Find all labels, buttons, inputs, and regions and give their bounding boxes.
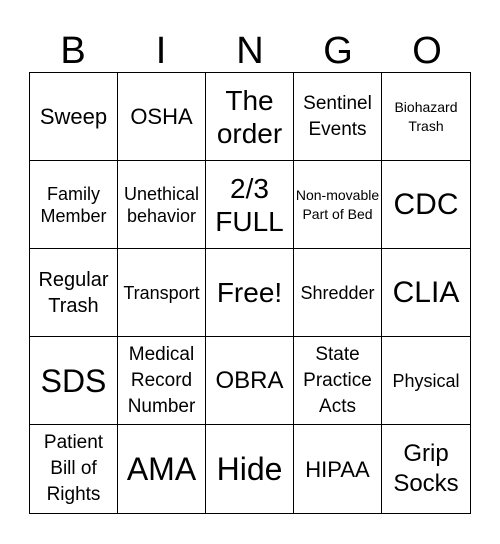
cell-label: State Practice Acts xyxy=(303,343,372,417)
header-letter-o: O xyxy=(412,30,442,72)
header-letter-n: N xyxy=(236,30,264,72)
cell-label: Family Member xyxy=(40,183,107,226)
cell-label: CDC xyxy=(393,187,459,221)
bingo-cell[interactable] xyxy=(294,425,382,513)
bingo-cell[interactable] xyxy=(382,337,470,425)
bingo-header xyxy=(29,30,471,72)
cell-label: CLIA xyxy=(392,275,460,309)
cell-label: HIPAA xyxy=(305,456,370,482)
cell-label: OSHA xyxy=(130,104,193,129)
bingo-cell[interactable] xyxy=(118,425,206,513)
cell-label: 2/3 FULL xyxy=(215,172,284,237)
cell-label: Physical xyxy=(392,370,460,391)
bingo-cell[interactable] xyxy=(30,337,118,425)
bingo-cell[interactable] xyxy=(118,249,206,337)
free-space[interactable] xyxy=(206,249,294,337)
bingo-cell[interactable] xyxy=(206,73,294,161)
cell-label: The order xyxy=(216,84,283,149)
header-letter-g: G xyxy=(323,30,353,72)
bingo-cell[interactable] xyxy=(294,249,382,337)
bingo-cell[interactable] xyxy=(294,337,382,425)
bingo-cell[interactable] xyxy=(30,161,118,249)
bingo-cell[interactable] xyxy=(382,249,470,337)
cell-label: OBRA xyxy=(215,366,284,394)
bingo-cell[interactable] xyxy=(206,425,294,513)
bingo-cell[interactable] xyxy=(30,425,118,513)
cell-label: SDS xyxy=(40,362,107,399)
cell-label: Shredder xyxy=(300,282,375,303)
cell-label: Biohazard Trash xyxy=(394,98,458,134)
bingo-cell[interactable] xyxy=(294,161,382,249)
cell-label: Regular Trash xyxy=(38,268,109,317)
cell-label: Non-movable Part of Bed xyxy=(295,186,380,222)
cell-label: Transport xyxy=(123,282,200,303)
bingo-card-grid xyxy=(29,72,471,514)
bingo-cell[interactable] xyxy=(118,337,206,425)
bingo-cell[interactable] xyxy=(382,73,470,161)
header-letter-i: I xyxy=(155,30,167,72)
bingo-cell[interactable] xyxy=(118,73,206,161)
bingo-cell[interactable] xyxy=(382,161,470,249)
bingo-cell[interactable] xyxy=(206,161,294,249)
bingo-cell[interactable] xyxy=(294,73,382,161)
cell-label: Medical Record Number xyxy=(127,343,196,417)
cell-label: Patient Bill of Rights xyxy=(43,432,104,505)
bingo-cell[interactable] xyxy=(206,337,294,425)
cell-label: Grip Socks xyxy=(393,440,459,497)
bingo-cell[interactable] xyxy=(118,161,206,249)
cell-label: Sentinel Events xyxy=(303,92,372,140)
bingo-cell[interactable] xyxy=(382,425,470,513)
cell-label: Hide xyxy=(216,451,283,487)
bingo-cell[interactable] xyxy=(30,73,118,161)
bingo-cell[interactable] xyxy=(30,249,118,337)
cell-label: Unethical behavior xyxy=(123,183,200,226)
free-space-label: Free! xyxy=(216,277,283,308)
cell-label: AMA xyxy=(126,451,197,487)
header-letter-b: B xyxy=(60,30,86,72)
cell-label: Sweep xyxy=(39,104,108,129)
